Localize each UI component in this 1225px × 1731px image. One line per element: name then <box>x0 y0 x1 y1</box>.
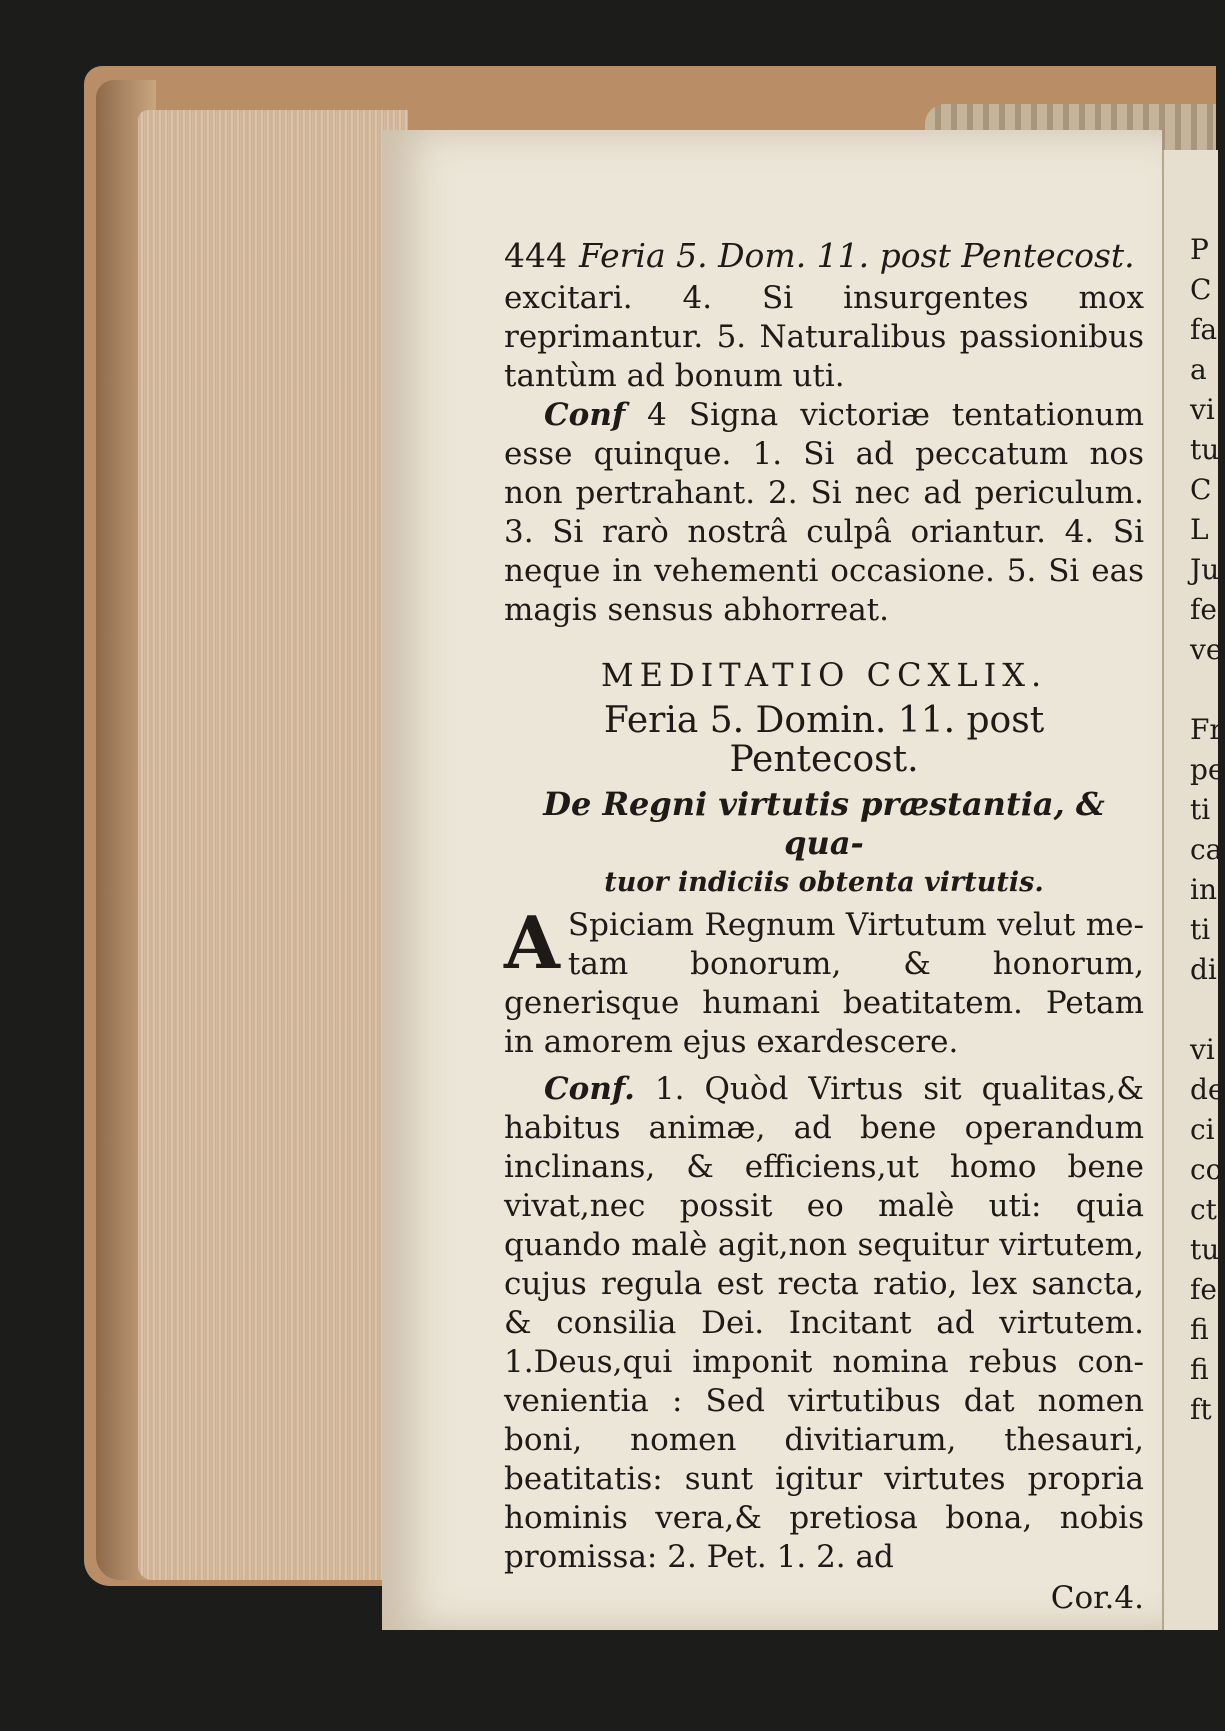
facing-page-fragment: ci <box>1190 1113 1215 1146</box>
facing-page-fragment: fe <box>1190 1273 1217 1306</box>
facing-page-fragment: ti <box>1190 913 1211 946</box>
topic-heading-line1: De Regni virtutis præstantia, & qua- <box>543 785 1105 862</box>
facing-page-fragment: fi <box>1190 1353 1209 1386</box>
facing-page-text <box>1190 230 1225 1430</box>
facing-page-fragment: C <box>1190 473 1212 506</box>
facing-page-fragment: in <box>1190 873 1217 906</box>
running-title: Feria 5. Dom. 11. post Pentecost. <box>579 236 1135 275</box>
consideration-text: 1. Quòd Virtus sit qualitas,& habitus animæ, ad bene operandum inclinans, & efficiens,ut homo bene vivat,nec possit eo malè uti: quia quando malè agit,non sequitur virtutem, cujus regula est recta ratio, lex sancta, & consilia Dei. Incitant ad virtutem. 1.Deus,qui imponit nomina rebus convenientia : Sed virtutibus dat nomen boni, nomen divitiarum, thesauri, beatitatis: sunt igitur virtutes propria hominis vera,& pretiosa bona, nobis promissa: 2. Pet. 1. 2. ad <box>504 1071 1144 1575</box>
consideration-label: Conf <box>544 397 626 433</box>
facing-page-fragment: ct <box>1190 1193 1217 1226</box>
consideration-1 <box>504 1070 1144 1577</box>
intro-paragraph: excitari. 4. Si insurgentes mox reprimantur. 5. Naturalibus passionibus tantùm ad bonum uti. <box>504 280 1144 394</box>
facing-page-fragment <box>1190 990 1220 1030</box>
facing-page-fragment: tu <box>1190 433 1220 466</box>
facing-page-fragment: ve <box>1190 633 1223 666</box>
facing-page-fragment: fi <box>1190 1313 1209 1346</box>
meditatio-heading: MEDITATIO CCXLIX. <box>600 656 1048 694</box>
running-head <box>504 236 1144 275</box>
facing-page-fragment: vi <box>1190 393 1215 426</box>
topic-heading-line2: tuor indiciis obtenta virtutis. <box>604 867 1044 898</box>
facing-page-fragment: C <box>1190 273 1212 306</box>
consideration-label: Conf. <box>544 1071 635 1107</box>
catchword: Cor.4. <box>1050 1580 1144 1616</box>
feria-heading: Feria 5. Domin. 11. post Pentecost. <box>603 700 1045 780</box>
consideration-text: 4 Signa victoriæ tentationum esse quinque. 1. Si ad peccatum nos non pertrahant. 2. Si nec ad periculum. 3. Si rarò nostrâ culpâ oriantur. 4. Si neque in vehementi occasione. 5. Si eas magis sensus abhorreat. <box>504 397 1144 628</box>
facing-page-fragment: ca <box>1190 833 1223 866</box>
page-block-edge <box>138 110 408 1580</box>
facing-page-fragment: di <box>1190 953 1217 986</box>
facing-page-fragment: ft <box>1190 1393 1212 1426</box>
facing-page-fragment: fa <box>1190 313 1218 346</box>
facing-page-fragment: co <box>1190 1153 1223 1186</box>
page-text <box>504 236 1144 1618</box>
facing-page-fragment: de <box>1190 1073 1225 1106</box>
facing-page-fragment: vi <box>1190 1033 1215 1066</box>
facing-page-fragment: P <box>1190 233 1209 266</box>
page-number: 444 <box>504 236 567 275</box>
facing-page-fragment <box>1190 670 1220 710</box>
facing-page-fragment: tu <box>1190 1233 1220 1266</box>
consideration-4 <box>504 396 1144 630</box>
facing-page-fragment: Fr <box>1190 713 1223 746</box>
drop-capital: A <box>504 900 560 985</box>
opening-paragraph <box>504 900 1144 1062</box>
facing-page-fragment: pe <box>1190 753 1225 786</box>
facing-page-fragment: a <box>1190 353 1207 386</box>
facing-page-fragment: Ju <box>1190 553 1220 586</box>
facing-page-fragment: fe <box>1190 593 1217 626</box>
opening-text: Spiciam Regnum Virtutum velut metam bonorum, & honorum, generisque humani beatitatem. Petam in amorem ejus exardescere. <box>504 907 1144 1060</box>
facing-page-fragment: L <box>1190 513 1209 546</box>
facing-page-fragment: ti <box>1190 793 1211 826</box>
